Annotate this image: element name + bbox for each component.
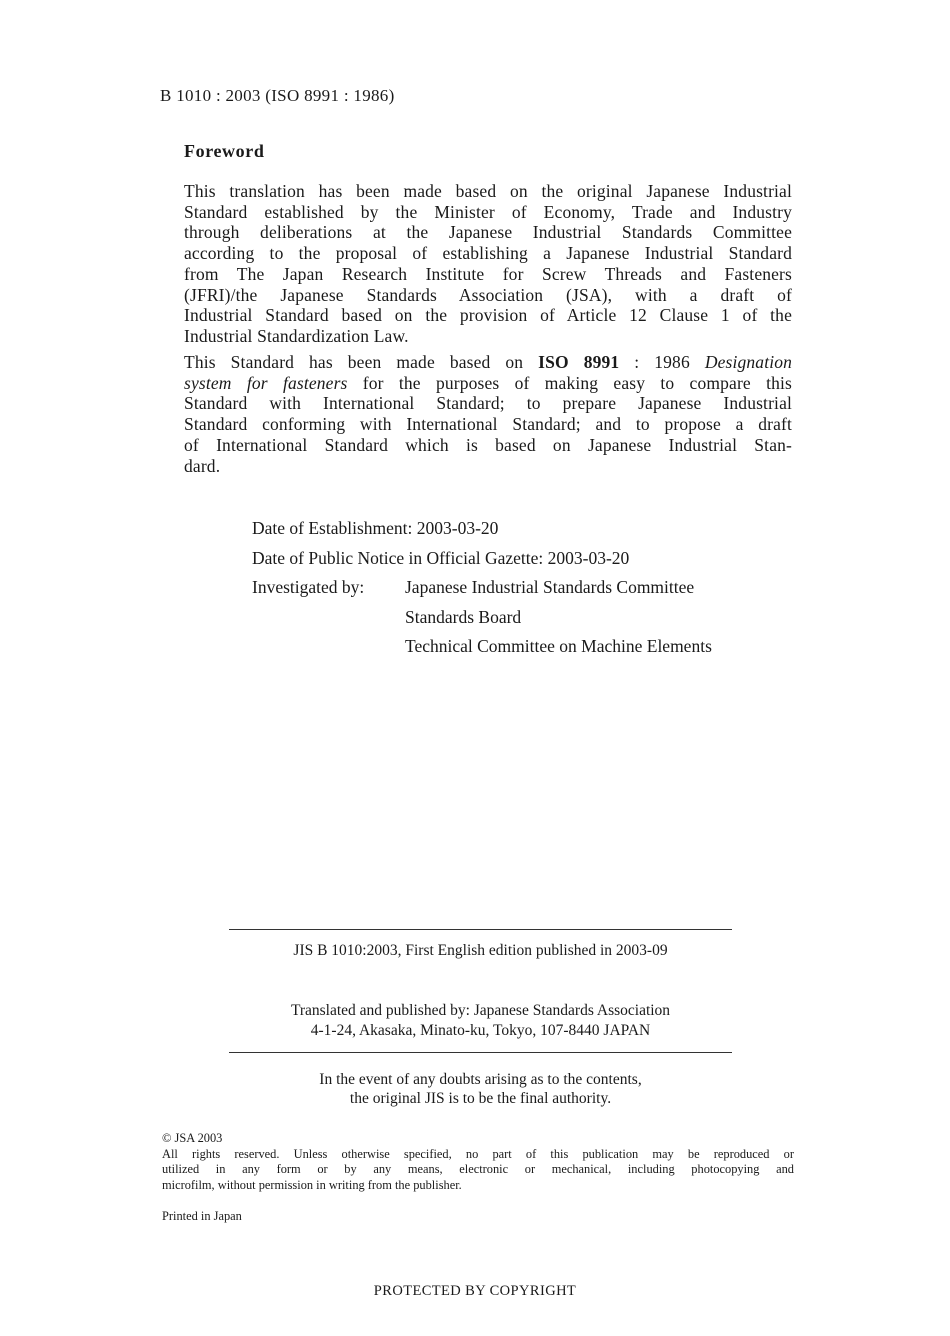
technical-committee-name: Technical Committee on Machine Elements — [405, 636, 712, 657]
board-name: Standards Board — [405, 606, 522, 627]
investigated-by — [252, 573, 712, 662]
edition-line: JIS B 1010:2003, First English edition published in 2003-09 — [293, 942, 668, 959]
committee-name: Japanese Industrial Standards Committee — [405, 577, 695, 598]
paragraph-text: This Standard has been made based on — [184, 352, 539, 372]
rights-line: microfilm, without permission in writing from the publisher. — [162, 1177, 462, 1192]
standard-title: Designation — [704, 352, 793, 372]
paragraph-line: (JFRI)/the Japanese Standards Association (JSA), with a draft of — [184, 284, 792, 305]
public-notice-date: Date of Public Notice in Official Gazette: 2003-03-20 — [252, 547, 630, 568]
standard-info — [252, 514, 712, 662]
paragraph-line: Standard established by the Minister of Economy, Trade and Industry — [184, 201, 792, 222]
rights-line: All rights reserved. Unless otherwise specified, no part of this publication may be reproduced or — [162, 1146, 794, 1161]
foreword-title: Foreword — [184, 141, 265, 161]
investigated-values — [405, 573, 712, 662]
paragraph-line: Standard with International Standard; to prepare Japanese Industrial — [184, 393, 792, 414]
foreword-paragraph-1 — [184, 181, 792, 347]
publisher-name: Translated and published by: Japanese Standards Association — [290, 1002, 671, 1019]
iso-reference: ISO 8991 — [538, 352, 620, 372]
copyright-line: © JSA 2003 — [162, 1131, 223, 1145]
paragraph-text: for the purposes of making easy to compare this — [347, 372, 792, 393]
paragraph-line: through deliberations at the Japanese Industrial Standards Committee — [184, 222, 792, 243]
authority-line-2: the original JIS is to be the final authority. — [349, 1090, 612, 1107]
copyright-footer: PROTECTED BY COPYRIGHT — [373, 1283, 577, 1299]
paragraph-line: from The Japan Research Institute for Screw Threads and Fasteners — [184, 263, 792, 284]
foreword-paragraph-2 — [184, 352, 792, 476]
paragraph-line — [184, 352, 792, 373]
authority-notice — [229, 1070, 732, 1108]
investigated-label: Investigated by: — [252, 577, 365, 598]
printed-in: Printed in Japan — [162, 1209, 242, 1223]
publisher-address: 4-1-24, Akasaka, Minato-ku, Tokyo, 107-8440 JAPAN — [310, 1022, 651, 1039]
iso-year: : 1986 — [619, 352, 705, 372]
paragraph-line: Industrial Standard based on the provision of Article 12 Clause 1 of the — [184, 305, 792, 326]
divider-top — [229, 929, 732, 930]
publisher-info — [229, 1001, 732, 1041]
standard-title-cont: system for fasteners — [184, 372, 348, 393]
paragraph-line: Standard conforming with International Standard; and to propose a draft — [184, 414, 792, 435]
paragraph-line: dard. — [184, 455, 221, 476]
paragraph-line: Industrial Standardization Law. — [184, 325, 409, 346]
paragraph-line: This translation has been made based on the original Japanese Industrial — [184, 181, 792, 201]
establishment-date: Date of Establishment: 2003-03-20 — [252, 518, 499, 538]
paragraph-line — [184, 373, 792, 394]
document-code: B 1010 : 2003 (ISO 8991 : 1986) — [160, 86, 395, 105]
copyright-notice — [162, 1131, 794, 1193]
paragraph-line: of International Standard which is based on Japanese Industrial Stan- — [184, 434, 792, 455]
divider-bottom — [229, 1052, 732, 1053]
paragraph-line: according to the proposal of establishing a Japanese Industrial Standard — [184, 243, 792, 264]
rights-line: utilized in any form or by any means, electronic or mechanical, including photocopying and — [162, 1162, 794, 1176]
authority-line-1: In the event of any doubts arising as to the contents, — [319, 1071, 642, 1088]
